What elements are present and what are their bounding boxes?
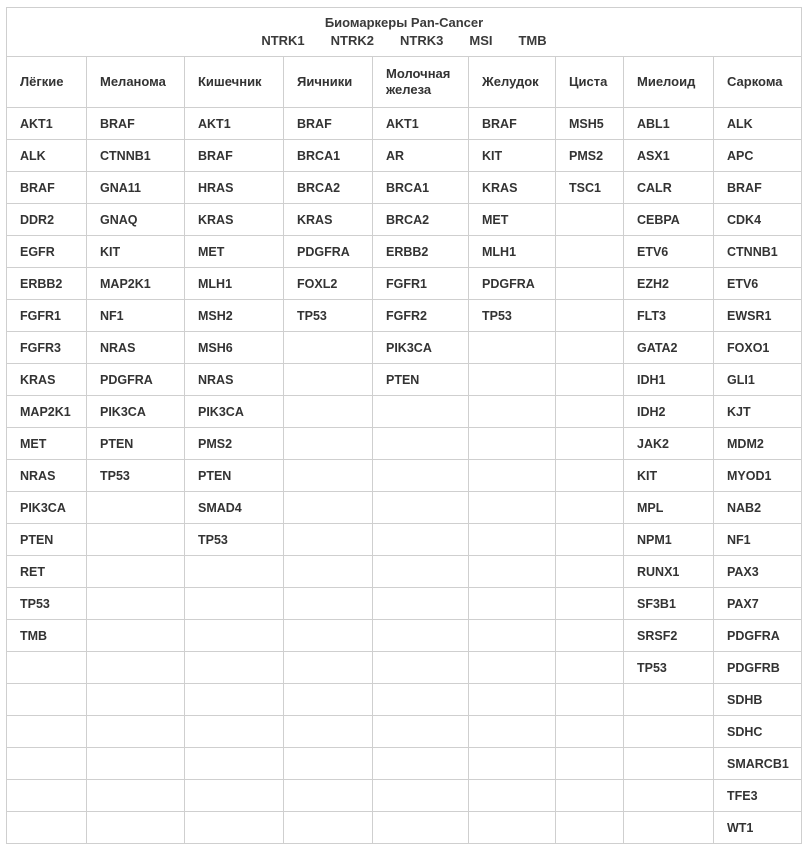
gene-cell: KIT (469, 140, 556, 172)
empty-cell (624, 716, 714, 748)
gene-cell: DDR2 (7, 204, 87, 236)
gene-cell: MAP2K1 (7, 396, 87, 428)
empty-cell (87, 652, 185, 684)
empty-cell (373, 460, 469, 492)
empty-cell (284, 716, 373, 748)
gene-cell: MSH5 (556, 108, 624, 140)
pan-cancer-marker: NTRK2 (330, 33, 375, 48)
gene-cell: TP53 (624, 652, 714, 684)
gene-cell: SRSF2 (624, 620, 714, 652)
pan-cancer-marker: NTRK3 (400, 33, 444, 48)
gene-cell: BRCA2 (284, 172, 373, 204)
gene-cell: MLH1 (185, 268, 284, 300)
table-row (7, 428, 802, 460)
gene-cell: FOXO1 (714, 332, 802, 364)
gene-cell: BRAF (714, 172, 802, 204)
empty-cell (556, 236, 624, 268)
gene-cell: IDH1 (624, 364, 714, 396)
table-row (7, 140, 802, 172)
gene-cell: PMS2 (185, 428, 284, 460)
gene-cell: TSC1 (556, 172, 624, 204)
empty-cell (87, 492, 185, 524)
empty-cell (469, 332, 556, 364)
empty-cell (556, 460, 624, 492)
empty-cell (469, 620, 556, 652)
empty-cell (624, 684, 714, 716)
gene-cell: MPL (624, 492, 714, 524)
empty-cell (87, 780, 185, 812)
gene-cell: CALR (624, 172, 714, 204)
table-row (7, 812, 802, 844)
empty-cell (87, 812, 185, 844)
table-row (7, 524, 802, 556)
empty-cell (284, 396, 373, 428)
empty-cell (556, 716, 624, 748)
empty-cell (373, 428, 469, 460)
gene-cell: KJT (714, 396, 802, 428)
empty-cell (284, 492, 373, 524)
gene-cell: ASX1 (624, 140, 714, 172)
empty-cell (7, 812, 87, 844)
empty-cell (373, 652, 469, 684)
empty-cell (469, 460, 556, 492)
empty-cell (284, 460, 373, 492)
column-header: Меланома (87, 57, 185, 108)
gene-cell: PAX7 (714, 588, 802, 620)
empty-cell (185, 748, 284, 780)
empty-cell (469, 748, 556, 780)
empty-cell (469, 364, 556, 396)
gene-cell: WT1 (714, 812, 802, 844)
gene-cell: KIT (87, 236, 185, 268)
gene-cell: AKT1 (185, 108, 284, 140)
gene-cell: KIT (624, 460, 714, 492)
empty-cell (87, 684, 185, 716)
gene-cell: PDGFRA (87, 364, 185, 396)
table-row (7, 300, 802, 332)
empty-cell (556, 492, 624, 524)
empty-cell (469, 652, 556, 684)
table-row (7, 268, 802, 300)
table-row (7, 780, 802, 812)
empty-cell (469, 492, 556, 524)
gene-cell: BRAF (7, 172, 87, 204)
gene-cell: PMS2 (556, 140, 624, 172)
gene-cell: PIK3CA (87, 396, 185, 428)
gene-cell: TP53 (87, 460, 185, 492)
gene-cell: CEBPA (624, 204, 714, 236)
gene-cell: NRAS (185, 364, 284, 396)
empty-cell (556, 812, 624, 844)
gene-cell: PTEN (373, 364, 469, 396)
pan-cancer-markers (7, 33, 801, 49)
gene-cell: ETV6 (624, 236, 714, 268)
gene-cell: KRAS (7, 364, 87, 396)
empty-cell (373, 812, 469, 844)
empty-cell (284, 524, 373, 556)
empty-cell (556, 620, 624, 652)
empty-cell (556, 748, 624, 780)
empty-cell (87, 748, 185, 780)
biomarker-table (6, 7, 802, 844)
gene-cell: PDGFRA (284, 236, 373, 268)
empty-cell (87, 588, 185, 620)
gene-cell: RUNX1 (624, 556, 714, 588)
empty-cell (185, 716, 284, 748)
gene-cell: CTNNB1 (87, 140, 185, 172)
table-row (7, 492, 802, 524)
empty-cell (373, 780, 469, 812)
gene-cell: SMARCB1 (714, 748, 802, 780)
empty-cell (87, 524, 185, 556)
table-row (7, 716, 802, 748)
gene-cell: PAX3 (714, 556, 802, 588)
gene-cell: EZH2 (624, 268, 714, 300)
empty-cell (185, 812, 284, 844)
column-header-row (7, 57, 802, 108)
table-row (7, 332, 802, 364)
table-row (7, 748, 802, 780)
gene-cell: MLH1 (469, 236, 556, 268)
gene-cell: SDHC (714, 716, 802, 748)
empty-cell (185, 556, 284, 588)
table-row (7, 684, 802, 716)
empty-cell (469, 588, 556, 620)
empty-cell (87, 716, 185, 748)
empty-cell (87, 556, 185, 588)
empty-cell (373, 620, 469, 652)
empty-cell (556, 204, 624, 236)
empty-cell (469, 684, 556, 716)
empty-cell (284, 652, 373, 684)
empty-cell (373, 556, 469, 588)
empty-cell (7, 652, 87, 684)
empty-cell (373, 588, 469, 620)
empty-cell (556, 588, 624, 620)
gene-cell: MET (469, 204, 556, 236)
gene-cell: BRAF (469, 108, 556, 140)
empty-cell (284, 780, 373, 812)
empty-cell (373, 492, 469, 524)
gene-cell: KRAS (284, 204, 373, 236)
empty-cell (284, 748, 373, 780)
empty-cell (624, 748, 714, 780)
empty-cell (284, 620, 373, 652)
gene-cell: FOXL2 (284, 268, 373, 300)
gene-cell: EWSR1 (714, 300, 802, 332)
empty-cell (556, 524, 624, 556)
empty-cell (284, 556, 373, 588)
gene-cell: GNA11 (87, 172, 185, 204)
table-row (7, 460, 802, 492)
gene-cell: NAB2 (714, 492, 802, 524)
empty-cell (284, 364, 373, 396)
pan-cancer-marker: NTRK1 (261, 33, 305, 48)
empty-cell (469, 428, 556, 460)
gene-cell: PIK3CA (185, 396, 284, 428)
table-row (7, 620, 802, 652)
pan-cancer-marker: TMB (518, 33, 547, 48)
gene-cell: ABL1 (624, 108, 714, 140)
table-row (7, 172, 802, 204)
empty-cell (284, 812, 373, 844)
empty-cell (284, 684, 373, 716)
gene-cell: FGFR1 (7, 300, 87, 332)
gene-cell: FGFR2 (373, 300, 469, 332)
empty-cell (556, 684, 624, 716)
empty-cell (185, 620, 284, 652)
column-header: Циста (556, 57, 624, 108)
empty-cell (624, 812, 714, 844)
gene-cell: MSH6 (185, 332, 284, 364)
gene-cell: CTNNB1 (714, 236, 802, 268)
gene-cell: TMB (7, 620, 87, 652)
gene-cell: GNAQ (87, 204, 185, 236)
column-header: Кишечник (185, 57, 284, 108)
empty-cell (185, 684, 284, 716)
gene-cell: FGFR3 (7, 332, 87, 364)
empty-cell (185, 588, 284, 620)
gene-cell: SF3B1 (624, 588, 714, 620)
gene-cell: TFE3 (714, 780, 802, 812)
gene-cell: NPM1 (624, 524, 714, 556)
gene-cell: ALK (714, 108, 802, 140)
gene-cell: NF1 (714, 524, 802, 556)
gene-cell: ETV6 (714, 268, 802, 300)
biomarker-table-container (6, 7, 801, 844)
gene-cell: BRAF (284, 108, 373, 140)
gene-cell: CDK4 (714, 204, 802, 236)
gene-cell: PDGFRA (469, 268, 556, 300)
table-row (7, 108, 802, 140)
table-row (7, 364, 802, 396)
empty-cell (469, 396, 556, 428)
empty-cell (87, 620, 185, 652)
gene-cell: PIK3CA (373, 332, 469, 364)
empty-cell (556, 396, 624, 428)
empty-cell (556, 652, 624, 684)
gene-cell: SDHB (714, 684, 802, 716)
gene-cell: PDGFRA (714, 620, 802, 652)
empty-cell (373, 716, 469, 748)
empty-cell (556, 364, 624, 396)
column-header: Молочная железа (373, 57, 469, 108)
gene-cell: PIK3CA (7, 492, 87, 524)
empty-cell (373, 396, 469, 428)
column-header: Саркома (714, 57, 802, 108)
gene-cell: MSH2 (185, 300, 284, 332)
empty-cell (7, 684, 87, 716)
empty-cell (469, 556, 556, 588)
empty-cell (469, 524, 556, 556)
caption-row (7, 8, 802, 57)
gene-cell: NRAS (87, 332, 185, 364)
gene-cell: GATA2 (624, 332, 714, 364)
empty-cell (556, 556, 624, 588)
gene-cell: TP53 (284, 300, 373, 332)
table-row (7, 396, 802, 428)
caption-title: Биомаркеры Pan-Cancer (324, 15, 484, 30)
gene-cell: TP53 (7, 588, 87, 620)
empty-cell (185, 780, 284, 812)
gene-cell: FGFR1 (373, 268, 469, 300)
empty-cell (7, 748, 87, 780)
gene-cell: PTEN (185, 460, 284, 492)
empty-cell (7, 780, 87, 812)
empty-cell (556, 428, 624, 460)
gene-cell: BRCA1 (373, 172, 469, 204)
column-header: Миелоид (624, 57, 714, 108)
gene-cell: TP53 (185, 524, 284, 556)
gene-cell: MDM2 (714, 428, 802, 460)
empty-cell (556, 780, 624, 812)
empty-cell (556, 300, 624, 332)
gene-cell: AKT1 (373, 108, 469, 140)
gene-cell: IDH2 (624, 396, 714, 428)
empty-cell (556, 332, 624, 364)
gene-cell: JAK2 (624, 428, 714, 460)
empty-cell (556, 268, 624, 300)
gene-cell: PTEN (87, 428, 185, 460)
empty-cell (469, 780, 556, 812)
gene-cell: PTEN (7, 524, 87, 556)
gene-cell: BRCA1 (284, 140, 373, 172)
column-header: Желудок (469, 57, 556, 108)
gene-cell: BRCA2 (373, 204, 469, 236)
gene-cell: FLT3 (624, 300, 714, 332)
gene-cell: MET (185, 236, 284, 268)
empty-cell (284, 428, 373, 460)
gene-cell: MET (7, 428, 87, 460)
gene-cell: EGFR (7, 236, 87, 268)
empty-cell (373, 524, 469, 556)
gene-cell: BRAF (185, 140, 284, 172)
empty-cell (284, 332, 373, 364)
gene-cell: GLI1 (714, 364, 802, 396)
gene-cell: NF1 (87, 300, 185, 332)
table-caption (7, 8, 802, 57)
gene-cell: KRAS (185, 204, 284, 236)
gene-cell: AKT1 (7, 108, 87, 140)
gene-cell: APC (714, 140, 802, 172)
gene-cell: SMAD4 (185, 492, 284, 524)
gene-cell: MAP2K1 (87, 268, 185, 300)
gene-cell: BRAF (87, 108, 185, 140)
empty-cell (185, 652, 284, 684)
gene-cell: MYOD1 (714, 460, 802, 492)
gene-cell: ALK (7, 140, 87, 172)
gene-cell: RET (7, 556, 87, 588)
table-row (7, 204, 802, 236)
gene-cell: HRAS (185, 172, 284, 204)
empty-cell (373, 748, 469, 780)
table-row (7, 556, 802, 588)
column-header: Яичники (284, 57, 373, 108)
empty-cell (469, 812, 556, 844)
gene-cell: AR (373, 140, 469, 172)
column-header: Лёгкие (7, 57, 87, 108)
empty-cell (469, 716, 556, 748)
gene-cell: KRAS (469, 172, 556, 204)
gene-cell: NRAS (7, 460, 87, 492)
gene-cell: TP53 (469, 300, 556, 332)
table-row (7, 588, 802, 620)
gene-cell: ERBB2 (373, 236, 469, 268)
empty-cell (624, 780, 714, 812)
gene-cell: ERBB2 (7, 268, 87, 300)
empty-cell (7, 716, 87, 748)
table-row (7, 652, 802, 684)
table-body (7, 108, 802, 844)
empty-cell (284, 588, 373, 620)
pan-cancer-marker: MSI (469, 33, 493, 48)
empty-cell (373, 684, 469, 716)
gene-cell: PDGFRB (714, 652, 802, 684)
table-row (7, 236, 802, 268)
